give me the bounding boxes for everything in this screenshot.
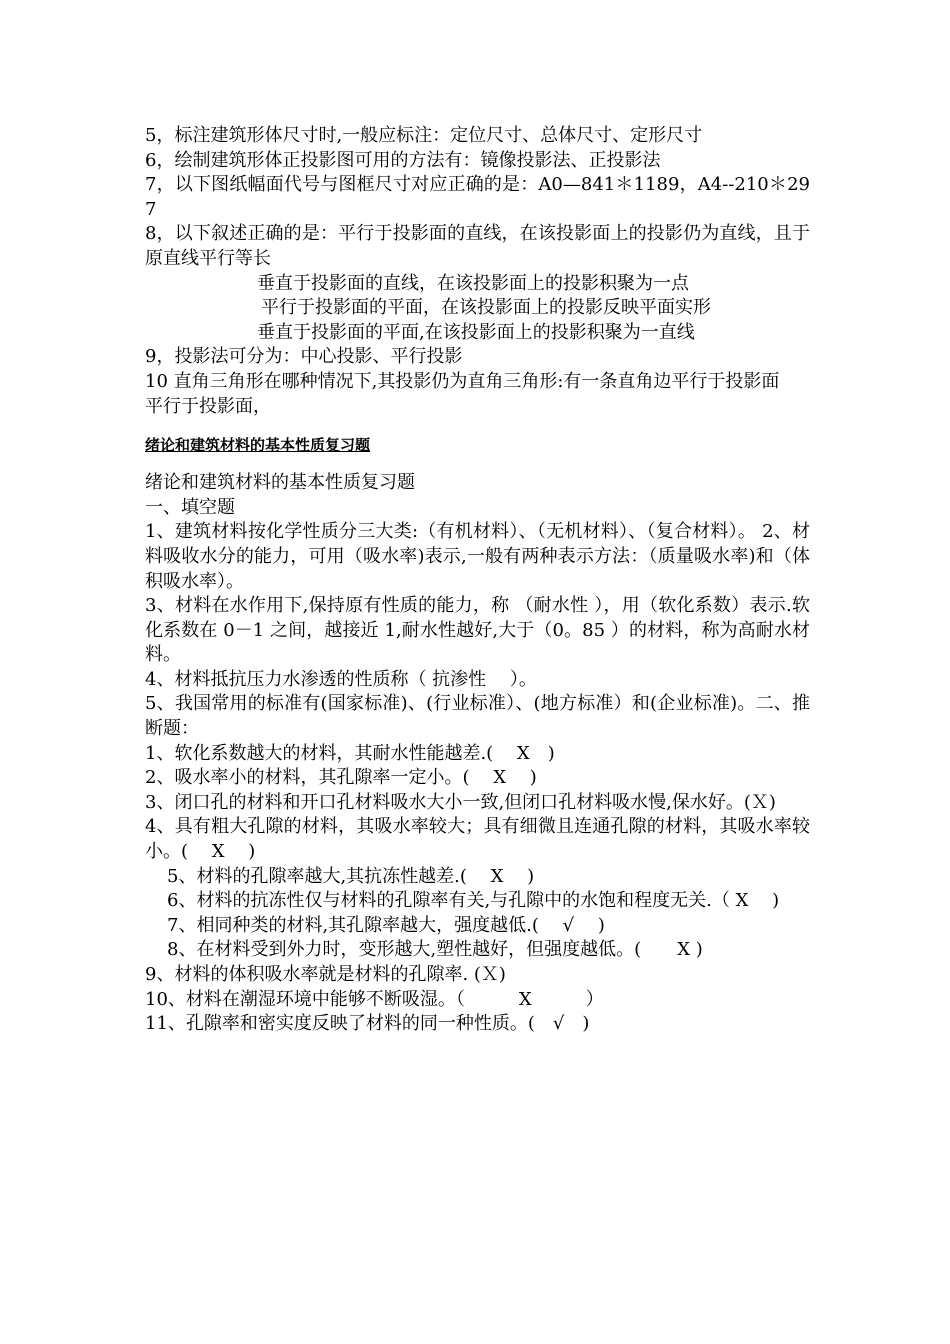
judge-7: 7、相同种类的材料,其孔隙率越大，强度越低.( √ ) [167,914,605,936]
judge-1: 1、软化系数越大的材料，其耐水性能越差.( X ) [145,742,555,764]
section-title: 绪论和建筑材料的基本性质复习题 [145,472,415,494]
judge-4: 4、具有粗大孔隙的材料，其吸水率较大；具有细微且连通孔隙的材料，其吸水率较小。( X ) [145,816,810,863]
fill-blank-1: 1、建筑材料按化学性质分三大类:（有机材料）、（无机材料）、（复合材料）。 2、材料吸收水分的能力，可用（吸水率)表示,一般有两种表示方法：（质量吸水率)和（体积吸水率）。 [145,521,810,592]
judge-9: 9、材料的体积吸水率就是材料的孔隙率. (Ｘ) [145,964,506,985]
question-7: 7，以下图纸幅面代号与图框尺寸对应正确的是：A0—841＊1189，A4--210＊297 [145,174,810,220]
question-8-option-4: 垂直于投影面的平面,在该投影面上的投影积聚为一直线 [257,321,695,343]
section-heading-link[interactable]: 绪论和建筑材料的基本性质复习题 [145,436,371,455]
question-10: 10 直角三角形在哪种情况下,其投影仍为直角三角形:有一条直角边平行于投影面 [145,370,780,392]
fill-blank-4: 4、材料抵抗压力水渗透的性质称（ 抗渗性 ）。 [145,668,537,690]
judge-6: 6、材料的抗冻性仅与材料的孔隙率有关,与孔隙中的水饱和程度无关.（ X ) [167,890,780,912]
judge-2: 2、吸水率小的材料，其孔隙率一定小。( X ) [145,767,537,789]
question-8-option-3: 平行于投影面的平面，在该投影面上的投影反映平面实形 [261,297,711,319]
judge-5: 5、材料的孔隙率越大,其抗冻性越差.( X ) [167,865,535,887]
question-10-extra: 平行于投影面， [145,395,271,417]
judge-3: 3、闭口孔的材料和开口孔材料吸水大小一致,但闭口孔材料吸水慢,保水好。(Ｘ) [145,791,776,813]
judge-8: 8、在材料受到外力时，变形越大,塑性越好，但强度越低。( X ) [167,939,703,961]
fill-blank-3: 3、材料在水作用下,保持原有性质的能力，称 （耐水性 ），用（软化系数）表示.软化系数在 0－1 之间，越接近 1,耐水性越好,大于（0。85 ）的材料，称为高耐水材料。 [145,595,810,666]
question-8: 8，以下叙述正确的是：平行于投影面的直线，在该投影面上的投影仍为直线，且于原直线平行等长 [145,223,810,269]
question-9: 9，投影法可分为：中心投影、平行投影 [145,346,463,368]
judge-10: 10、材料在潮湿环境中能够不断吸湿。（ X ） [145,988,604,1010]
part-fill-blank-title: 一、填空题 [145,496,235,518]
question-6: 6，绘制建筑形体正投影图可用的方法有：镜像投影法、正投影法 [145,149,661,171]
document-body [145,124,810,1037]
judge-11: 11、孔隙率和密实度反映了材料的同一种性质。( √ ) [145,1013,590,1035]
fill-blank-5: 5、我国常用的标准有(国家标准)、(行业标准）、(地方标准）和(企业标准)。二、推断题： [145,693,810,740]
question-8-option-2: 垂直于投影面的直线，在该投影面上的投影积聚为一点 [257,272,689,294]
question-5: 5，标注建筑形体尺寸时,一般应标注：定位尺寸、总体尺寸、定形尺寸 [145,125,703,146]
